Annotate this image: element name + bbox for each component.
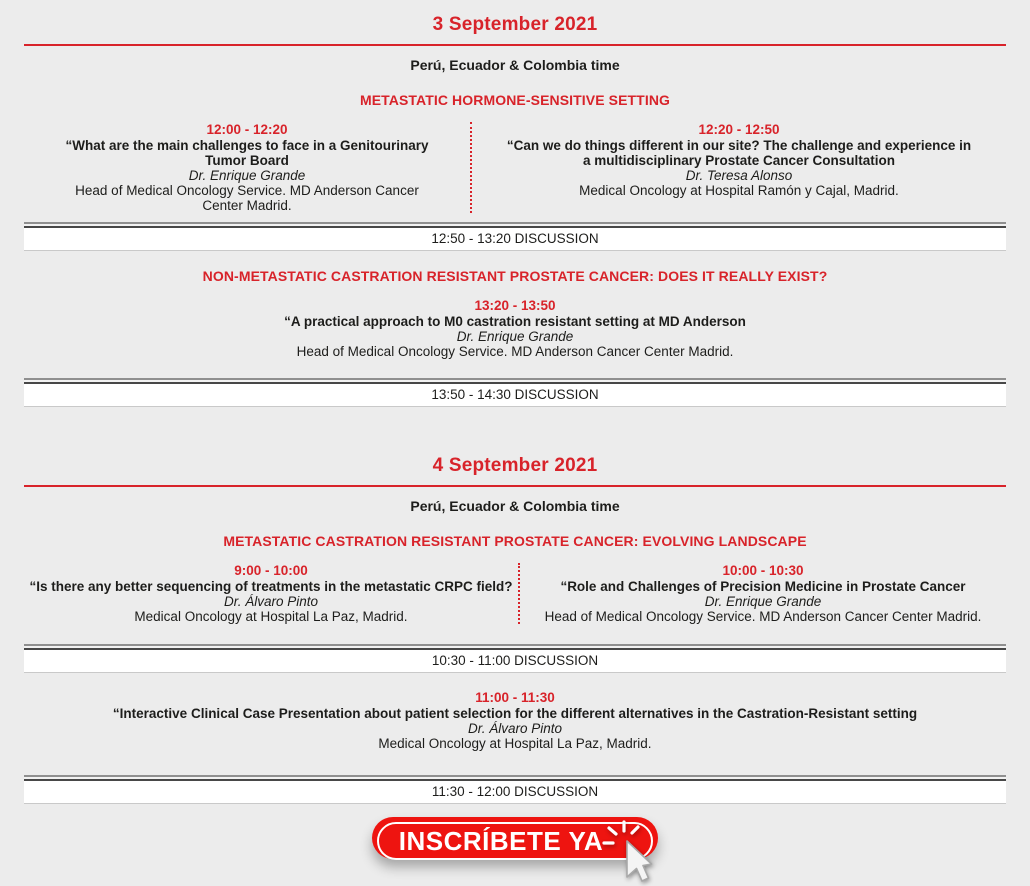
session-title: “Interactive Clinical Case Presentation about patient selection for the different alternatives in the Castration-Resistant setting (112, 706, 918, 721)
cta-row (0, 817, 1030, 859)
session-affiliation: Head of Medical Oncology Service. MD Anderson Cancer Center Madrid. (544, 609, 982, 624)
day1-discussion1-bar (24, 222, 1006, 251)
day2-title-rule (24, 485, 1006, 487)
session-time: 11:00 - 11:30 (475, 690, 555, 705)
session-title: “Is there any better sequencing of treatments in the metastatic CRPC field? (29, 579, 513, 594)
session-affiliation: Medical Oncology at Hospital La Paz, Madrid. (378, 736, 652, 751)
day1-section2-header: NON-METASTATIC CASTRATION RESISTANT PROSTATE CANCER: DOES IT REALLY EXIST? (202, 268, 828, 284)
session-time: 10:00 - 10:30 (722, 563, 804, 578)
day2-timezone: Perú, Ecuador & Colombia time (410, 498, 620, 514)
session-affiliation: Medical Oncology at Hospital Ramón y Cajal, Madrid. (579, 183, 899, 198)
day2-session-c (40, 690, 990, 751)
session-speaker: Dr. Álvaro Pinto (223, 594, 319, 609)
day1-timezone: Perú, Ecuador & Colombia time (410, 57, 620, 73)
discussion-label: 11:30 - 12:00 DISCUSSION (24, 781, 1006, 804)
day2-discussion2-bar (24, 775, 1006, 804)
session-affiliation: Head of Medical Oncology Service. MD Anderson Cancer Center Madrid. (296, 344, 734, 359)
discussion-label: 12:50 - 13:20 DISCUSSION (24, 228, 1006, 251)
session-time: 9:00 - 10:00 (234, 563, 308, 578)
session-affiliation: Medical Oncology at Hospital La Paz, Madrid. (134, 609, 408, 624)
register-button-label: INSCRÍBETE YA (398, 826, 604, 856)
day1-discussion2-bar (24, 378, 1006, 407)
session-time: 12:00 - 12:20 (206, 122, 288, 137)
day2-sessions-row (24, 563, 1006, 624)
day1-session-c (40, 298, 990, 359)
day2-block (0, 455, 1030, 804)
day1-section1-header: METASTATIC HORMONE-SENSITIVE SETTING (359, 92, 671, 108)
session-speaker: Dr. Enrique Grande (456, 329, 574, 344)
session-title: “A practical approach to M0 castration resistant setting at MD Anderson (284, 314, 746, 329)
day1-session-b (472, 122, 1006, 213)
day2-session-a (24, 563, 520, 624)
discussion-label: 13:50 - 14:30 DISCUSSION (24, 384, 1006, 407)
session-time: 12:20 - 12:50 (698, 122, 780, 137)
day2-title: 4 September 2021 (432, 455, 598, 476)
session-speaker: Dr. Teresa Alonso (685, 168, 793, 183)
day1-block (0, 0, 1030, 407)
session-time: 13:20 - 13:50 (474, 298, 556, 313)
register-button[interactable] (372, 817, 658, 859)
day1-title-rule (24, 44, 1006, 46)
day1-session-a (24, 122, 472, 213)
day2-session-b (520, 563, 1006, 624)
session-title: “Can we do things different in our site? The challenge and experience in a multidisciplinary Prostate Cancer Consultation (506, 138, 972, 168)
day1-sessions-row (24, 122, 1006, 213)
day2-section1-header: METASTATIC CASTRATION RESISTANT PROSTATE CANCER: EVOLVING LANDSCAPE (223, 533, 807, 549)
session-speaker: Dr. Álvaro Pinto (467, 721, 563, 736)
session-title: “Role and Challenges of Precision Medicine in Prostate Cancer (560, 579, 966, 594)
session-speaker: Dr. Enrique Grande (704, 594, 822, 609)
day1-title: 3 September 2021 (432, 14, 598, 35)
session-affiliation: Head of Medical Oncology Service. MD Anderson Cancer Center Madrid. (75, 183, 419, 213)
discussion-label: 10:30 - 11:00 DISCUSSION (24, 650, 1006, 673)
cursor-click-icon (600, 820, 672, 886)
session-speaker: Dr. Enrique Grande (188, 168, 306, 183)
session-title: “What are the main challenges to face in a Genitourinary Tumor Board (65, 138, 429, 168)
day2-discussion1-bar (24, 644, 1006, 673)
